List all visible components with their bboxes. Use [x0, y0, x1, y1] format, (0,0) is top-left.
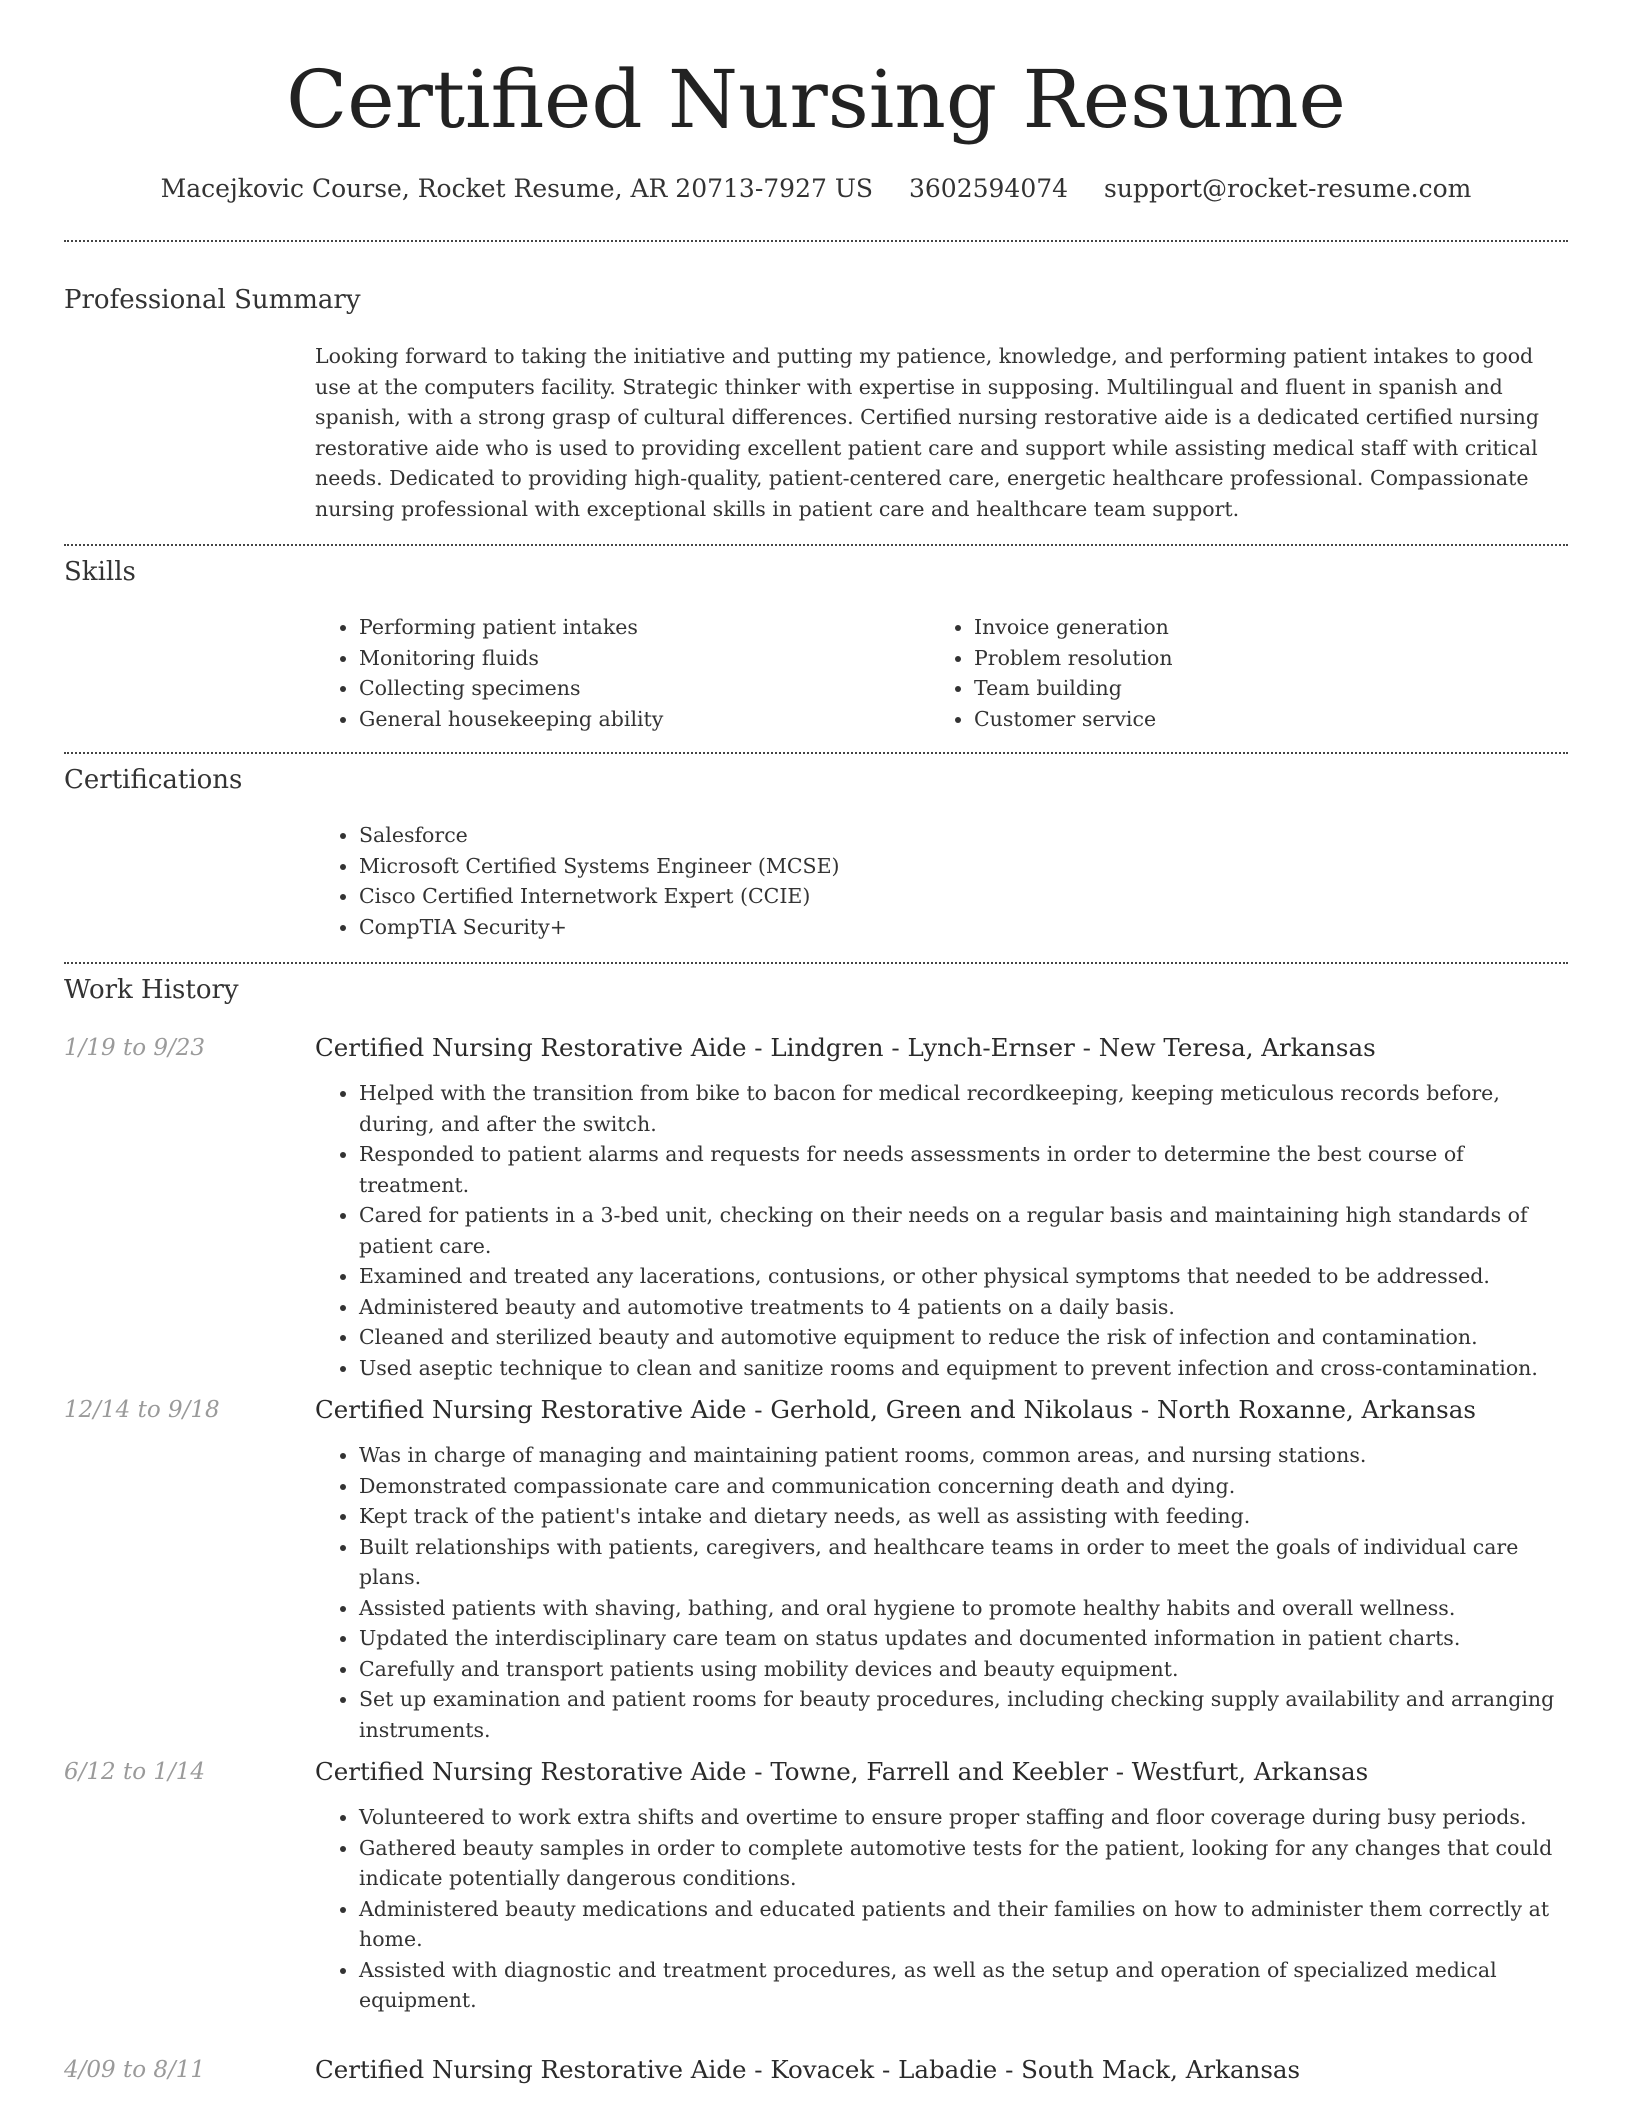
list-item: • Carefully and transport patients using mobility devices and beauty equipment.: [359, 1654, 1568, 1685]
job-date: 4/09 to 8/11: [64, 2057, 206, 2083]
contact-line: [64, 170, 1568, 208]
skills-left-column: [315, 612, 915, 734]
job-title: Certified Nursing Restorative Aide - Gerhold, Green and Nikolaus - North Roxanne, Arkansas: [315, 1395, 1476, 1424]
job-date: 6/12 to 1/14: [64, 1759, 206, 1785]
job-title: Certified Nursing Restorative Aide - Kovacek - Labadie - South Mack, Arkansas: [315, 2055, 1301, 2084]
list-item: • Used aseptic technique to clean and sanitize rooms and equipment to prevent infection and cross-contamination.: [359, 1353, 1568, 1384]
list-item: • CompTIA Security+: [359, 912, 1568, 943]
list-item: • Microsoft Certified Systems Engineer (MCSE): [359, 851, 1568, 882]
contact-phone: 3602594074: [909, 174, 1069, 203]
list-item: • Customer service: [974, 704, 1530, 735]
list-item: • Invoice generation: [974, 612, 1530, 643]
contact-email[interactable]: support@rocket-resume.com: [1104, 174, 1472, 203]
list-item: • Examined and treated any lacerations, contusions, or other physical symptoms that needed to be addressed.: [359, 1261, 1568, 1292]
section-title-work-history: Work History: [64, 975, 239, 1005]
list-item: • Gathered beauty samples in order to complete automotive tests for the patient, looking for any changes that could indicate potentially dangerous conditions.: [359, 1833, 1568, 1894]
job-title: Certified Nursing Restorative Aide - Lindgren - Lynch-Ernser - New Teresa, Arkansas: [315, 1033, 1376, 1062]
job-date: 1/19 to 9/23: [64, 1035, 206, 1061]
list-item: • General housekeeping ability: [359, 704, 915, 735]
list-item: • Set up examination and patient rooms for beauty procedures, including checking supply availability and arranging instruments.: [359, 1684, 1568, 1745]
list-item: • Demonstrated compassionate care and communication concerning death and dying.: [359, 1471, 1568, 1502]
list-item: • Salesforce: [359, 820, 1568, 851]
divider: [64, 544, 1568, 546]
section-title-summary: Professional Summary: [64, 285, 361, 315]
list-item: • Team building: [974, 673, 1530, 704]
skills-list-left: [315, 612, 915, 734]
list-item: • Cisco Certified Internetwork Expert (CCIE): [359, 881, 1568, 912]
list-item: • Performing patient intakes: [359, 612, 915, 643]
job-bullets: [315, 1078, 1568, 1383]
resume-title: Certified Nursing Resume: [286, 53, 1346, 146]
job-bullets: [315, 1440, 1568, 1745]
contact-address: Macejkovic Course, Rocket Resume, AR 20713-7927 US: [160, 174, 874, 203]
skills-list-right: [930, 612, 1530, 734]
list-item: • Administered beauty medications and educated patients and their families on how to administer them correctly at home.: [359, 1894, 1568, 1955]
summary-text: Looking forward to taking the initiative and putting my patience, knowledge, and performing patient intakes to good use at the computers facility. Strategic thinker with expertise in supposing. Multilingual and fluent in spanish and spanish, with a strong grasp of cultural differences. Certified nursing restorative aide is a dedicated certified nursing restorative aide who is used to providing excellent patient care and support while assisting medical staff with critical needs. Dedicated to providing high-quality, patient-centered care, energetic healthcare professional. Compassionate nursing professional with exceptional skills in patient care and healthcare team support.: [315, 344, 1539, 521]
list-item: • Was in charge of managing and maintaining patient rooms, common areas, and nursing stations.: [359, 1440, 1568, 1471]
list-item: • Cleaned and sterilized beauty and automotive equipment to reduce the risk of infection and contamination.: [359, 1322, 1568, 1353]
list-item: • Built relationships with patients, caregivers, and healthcare teams in order to meet the goals of individual care plans.: [359, 1532, 1568, 1593]
list-item: • Assisted patients with shaving, bathing, and oral hygiene to promote healthy habits and overall wellness.: [359, 1593, 1568, 1624]
skills-right-column: [930, 612, 1530, 734]
section-title-certifications: Certifications: [64, 765, 243, 795]
list-item: • Helped with the transition from bike to bacon for medical recordkeeping, keeping meticulous records before, during, and after the switch.: [359, 1078, 1568, 1139]
job-title: Certified Nursing Restorative Aide - Towne, Farrell and Keebler - Westfurt, Arkansas: [315, 1757, 1369, 1786]
list-item: • Responded to patient alarms and requests for needs assessments in order to determine the best course of treatment.: [359, 1139, 1568, 1200]
divider: [64, 240, 1568, 242]
divider: [64, 962, 1568, 964]
certifications-list-wrap: [315, 820, 1568, 942]
list-item: • Collecting specimens: [359, 673, 915, 704]
list-item: • Administered beauty and automotive treatments to 4 patients on a daily basis.: [359, 1292, 1568, 1323]
section-title-skills: Skills: [64, 557, 136, 587]
list-item: • Assisted with diagnostic and treatment procedures, as well as the setup and operation of specialized medical equipment.: [359, 1955, 1568, 2016]
list-item: • Updated the interdisciplinary care team on status updates and documented information in patient charts.: [359, 1623, 1568, 1654]
certifications-list: [315, 820, 1568, 942]
list-item: • Kept track of the patient's intake and dietary needs, as well as assisting with feeding.: [359, 1501, 1568, 1532]
list-item: • Volunteered to work extra shifts and overtime to ensure proper staffing and floor coverage during busy periods.: [359, 1802, 1568, 1833]
job-bullet-list: [315, 1440, 1568, 1745]
job-date: 12/14 to 9/18: [64, 1397, 220, 1423]
job-bullet-list: [315, 1802, 1568, 2016]
job-bullet-list: [315, 1078, 1568, 1383]
list-item: • Problem resolution: [974, 643, 1530, 674]
job-bullets: [315, 1802, 1568, 2016]
divider: [64, 752, 1568, 754]
list-item: • Cared for patients in a 3-bed unit, checking on their needs on a regular basis and maintaining high standards of patient care.: [359, 1200, 1568, 1261]
list-item: • Monitoring fluids: [359, 643, 915, 674]
